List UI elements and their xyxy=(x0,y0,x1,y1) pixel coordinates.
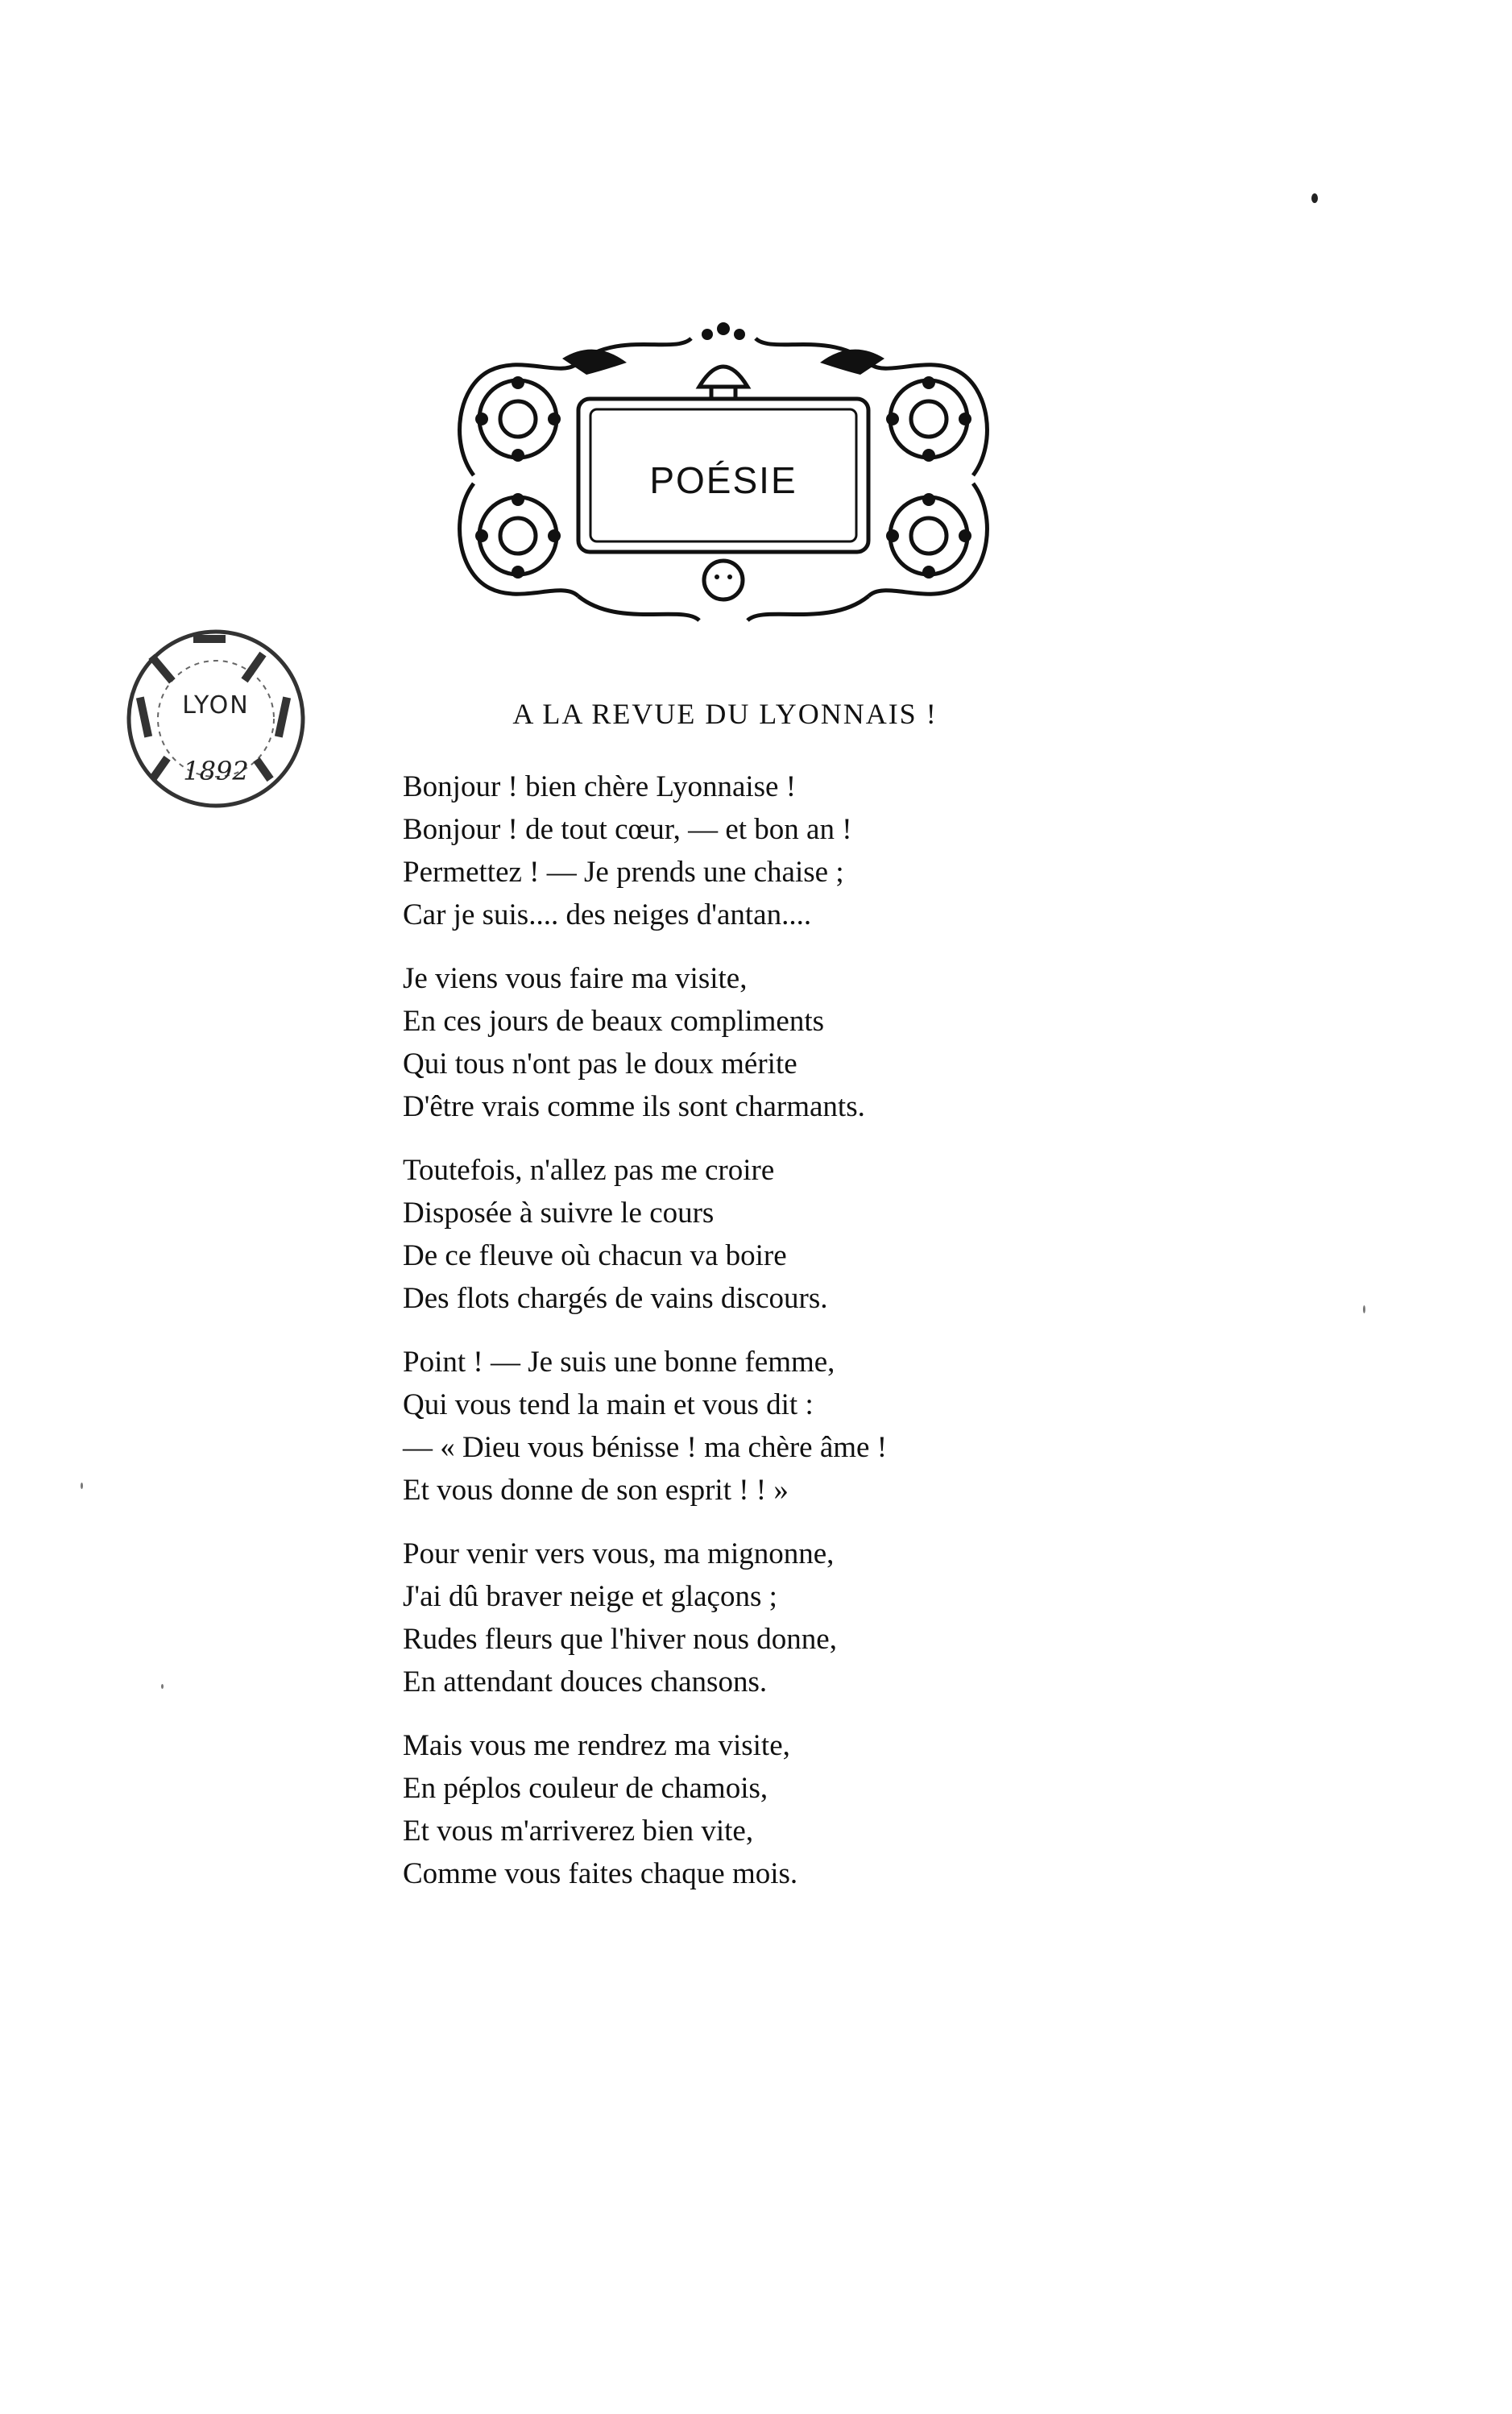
poem-line: Disposée à suivre le cours xyxy=(403,1197,715,1230)
stamp-year: 1892 xyxy=(183,756,249,786)
poem-line: — « Dieu vous bénisse ! ma chère âme ! xyxy=(403,1431,888,1464)
scan-speck xyxy=(1363,1305,1365,1313)
stanza xyxy=(403,1341,1047,1512)
section-label-poesie: POÉSIE xyxy=(625,445,822,516)
stanza xyxy=(403,1533,1047,1703)
poem-line: En ces jours de beaux compliments xyxy=(403,1005,825,1038)
scan-speck xyxy=(81,1483,83,1489)
poem-line: Rudes fleurs que l'hiver nous donne, xyxy=(403,1623,837,1656)
scan-speck xyxy=(1311,193,1318,203)
poem-line: Pour venir vers vous, ma mignonne, xyxy=(403,1537,835,1570)
poem-line: Bonjour ! de tout cœur, — et bon an ! xyxy=(403,813,852,846)
poem-line: Des flots chargés de vains discours. xyxy=(403,1282,828,1315)
poem-line: Car je suis.... des neiges d'antan.... xyxy=(403,898,812,931)
stanza xyxy=(403,765,1047,936)
poem-line: Bonjour ! bien chère Lyonnaise ! xyxy=(403,770,797,803)
poem-line: Comme vous faites chaque mois. xyxy=(403,1857,798,1890)
stanza xyxy=(403,1149,1047,1320)
poem-line: Et vous donne de son esprit ! ! » xyxy=(403,1474,789,1507)
poem-line: Je viens vous faire ma visite, xyxy=(403,962,748,995)
scan-speck xyxy=(161,1684,164,1689)
stanza xyxy=(403,957,1047,1128)
poem-line: En attendant douces chansons. xyxy=(403,1665,768,1699)
stamp-city: LYON xyxy=(182,691,250,720)
poem-line: Qui vous tend la main et vous dit : xyxy=(403,1388,814,1421)
poem-line: Point ! — Je suis une bonne femme, xyxy=(403,1346,835,1379)
poem-line: De ce fleuve où chacun va boire xyxy=(403,1239,787,1272)
poem-title: A LA REVUE DU LYONNAIS ! xyxy=(512,698,938,730)
poem-body xyxy=(403,765,1047,1916)
poem-line: Qui tous n'ont pas le doux mérite xyxy=(403,1047,797,1080)
poem-line: D'être vrais comme ils sont charmants. xyxy=(403,1090,865,1123)
poem-line: Permettez ! — Je prends une chaise ; xyxy=(403,856,844,889)
poem-line: Et vous m'arriverez bien vite, xyxy=(403,1815,754,1848)
poem-line: En péplos couleur de chamois, xyxy=(403,1772,768,1805)
poem-line: J'ai dû braver neige et glaçons ; xyxy=(403,1580,777,1613)
stanza xyxy=(403,1724,1047,1895)
poem-line: Toutefois, n'allez pas me croire xyxy=(403,1154,775,1187)
poem-line: Mais vous me rendrez ma visite, xyxy=(403,1729,790,1762)
